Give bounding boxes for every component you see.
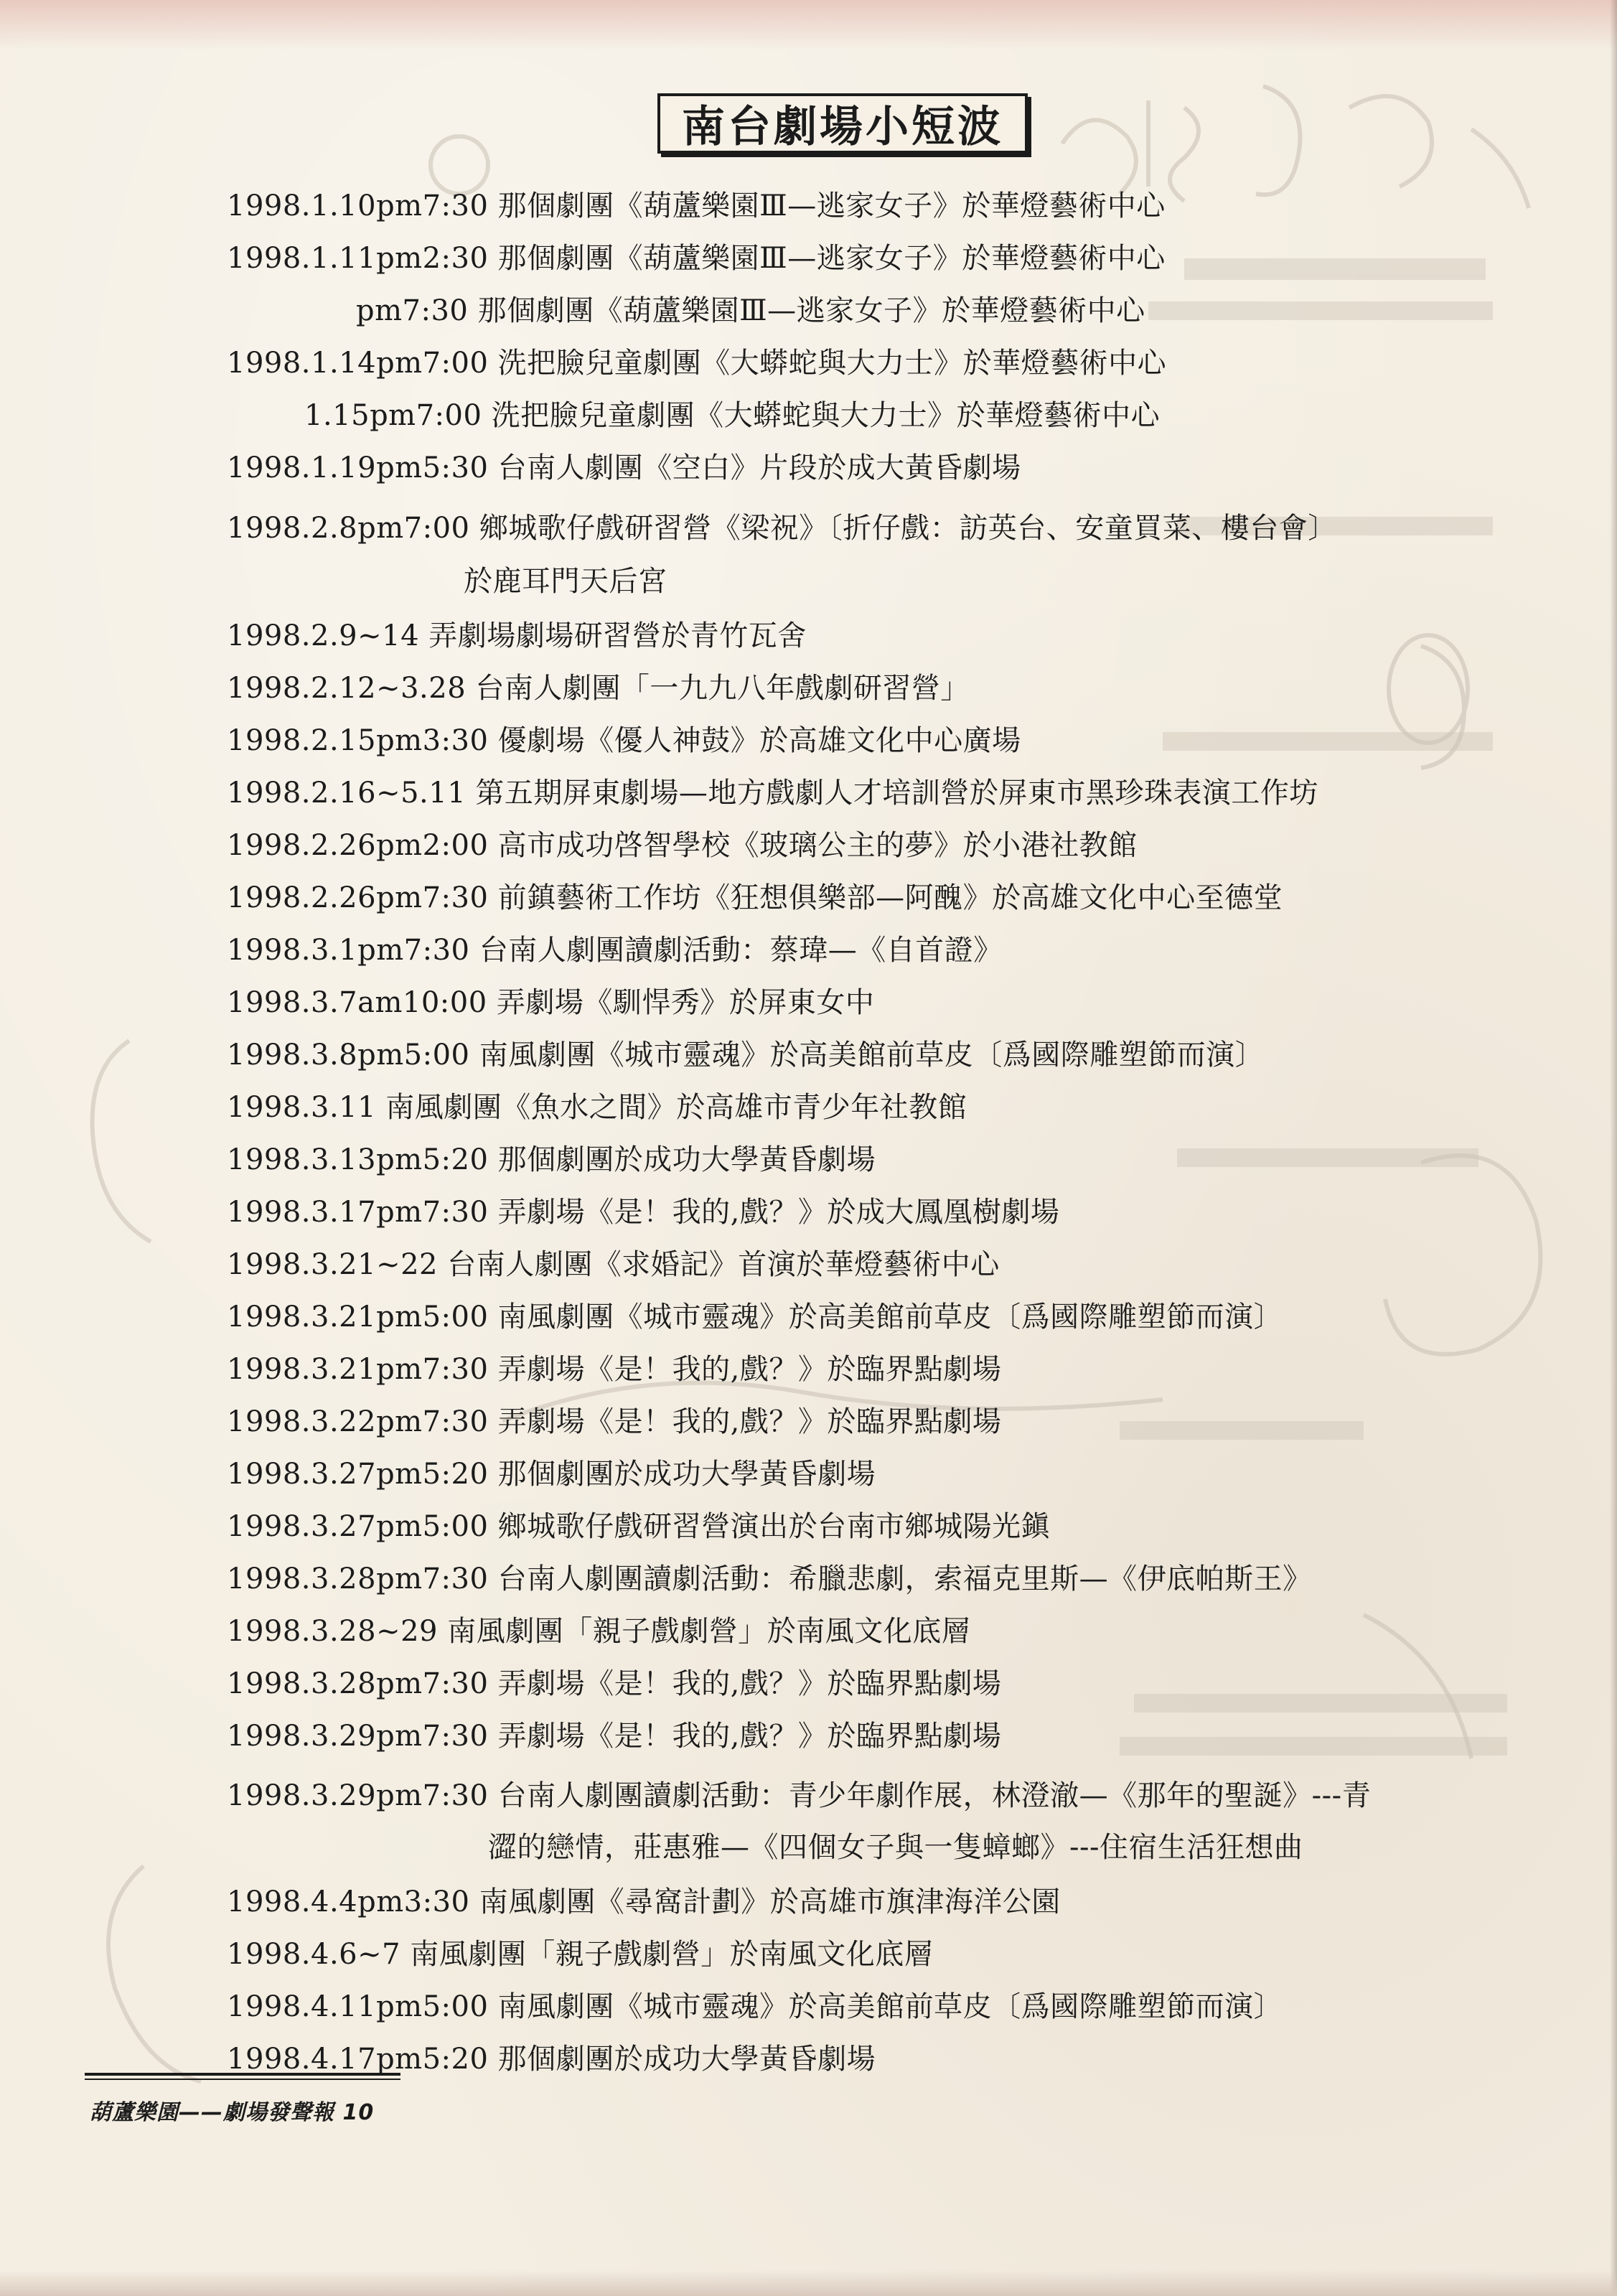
event-entry: 1998.2.9~14 弄劇場劇場研習營於青竹瓦舍	[227, 619, 807, 652]
event-entry: 1998.3.8pm5:00 南風劇團《城市靈魂》於高美館前草皮〔爲國際雕塑節而演〕	[227, 1039, 1265, 1072]
event-entry: 1998.4.6~7 南風劇團「親子戲劇營」於南風文化底層	[227, 1938, 934, 1971]
page-title-box	[657, 93, 1028, 154]
event-entry: 1998.1.10pm7:30 那個劇團《葫蘆樂園Ⅲ—逃家女子》於華燈藝術中心	[227, 189, 1166, 222]
event-entry: 1998.3.7am10:00 弄劇場《馴悍秀》於屏東女中	[227, 986, 875, 1019]
event-entry: 1998.2.8pm7:00 鄉城歌仔戲研習營《梁祝》〔折仔戲：訪英台、安童買菜、樓台會〕	[227, 512, 1337, 545]
event-entry: 1998.2.26pm7:30 前鎮藝術工作坊《狂想俱樂部—阿醜》於高雄文化中心至德堂	[227, 881, 1283, 914]
event-entry: 1998.3.22pm7:30 弄劇場《是！我的,戲？》於臨界點劇場	[227, 1405, 1002, 1438]
event-entry: 1998.2.12~3.28 台南人劇團「一九九八年戲劇研習營」	[227, 672, 970, 705]
event-entry: 1.15pm7:00 洗把臉兒童劇團《大蟒蛇與大力士》於華燈藝術中心	[304, 399, 1161, 432]
event-entry: 1998.3.28pm7:30 台南人劇團讀劇活動：希臘悲劇，索福克里斯—《伊底帕斯王》	[227, 1562, 1312, 1596]
event-entry: 1998.3.21~22 台南人劇團《求婚記》首演於華燈藝術中心	[227, 1248, 1000, 1281]
event-entry: 1998.3.29pm7:30 台南人劇團讀劇活動：青少年劇作展，林澄澈—《那年的聖誕》---青	[227, 1779, 1372, 1812]
event-entry: 1998.1.11pm2:30 那個劇團《葫蘆樂園Ⅲ—逃家女子》於華燈藝術中心	[227, 242, 1166, 275]
event-entry: 1998.3.27pm5:20 那個劇團於成功大學黃昏劇場	[227, 1458, 876, 1491]
event-entry: 1998.4.17pm5:20 那個劇團於成功大學黃昏劇場	[227, 2043, 876, 2076]
event-entry: 1998.3.1pm7:30 台南人劇團讀劇活動：蔡瑋—《自首證》	[227, 934, 1003, 967]
event-entry: 1998.3.11 南風劇團《魚水之間》於高雄市青少年社教館	[227, 1091, 967, 1124]
event-entry: 1998.4.4pm3:30 南風劇團《尋窩計劃》於高雄市旗津海洋公園	[227, 1885, 1061, 1918]
page-footer: 葫蘆樂園——劇場發聲報 10	[90, 2100, 375, 2125]
event-entry: 1998.3.29pm7:30 弄劇場《是！我的,戲？》於臨界點劇場	[227, 1720, 1002, 1753]
page-title: 南台劇場小短波	[682, 102, 1003, 152]
event-entry: 1998.1.19pm5:30 台南人劇團《空白》片段於成大黃昏劇場	[227, 451, 1021, 484]
event-entry-continued: 於鹿耳門天后宮	[464, 565, 667, 598]
event-entry: pm7:30 那個劇團《葫蘆樂園Ⅲ—逃家女子》於華燈藝術中心	[356, 294, 1145, 327]
event-entry: 1998.1.14pm7:00 洗把臉兒童劇團《大蟒蛇與大力士》於華燈藝術中心	[227, 347, 1167, 380]
event-entry: 1998.3.17pm7:30 弄劇場《是！我的,戲？》於成大鳳凰樹劇場	[227, 1196, 1060, 1229]
event-entry: 1998.3.21pm7:30 弄劇場《是！我的,戲？》於臨界點劇場	[227, 1353, 1002, 1386]
event-entry: 1998.2.16~5.11 第五期屏東劇場—地方戲劇人才培訓營於屏東市黑珍珠表演工作坊	[227, 777, 1318, 810]
event-entry: 1998.3.27pm5:00 鄉城歌仔戲研習營演出於台南市鄉城陽光鎭	[227, 1510, 1051, 1543]
event-entry-continued: 澀的戀情，莊惠雅—《四個女子與一隻蟑螂》---住宿生活狂想曲	[488, 1831, 1303, 1864]
event-entry: 1998.3.13pm5:20 那個劇團於成功大學黃昏劇場	[227, 1143, 876, 1176]
event-entry: 1998.3.28pm7:30 弄劇場《是！我的,戲？》於臨界點劇場	[227, 1667, 1002, 1700]
footer-rule	[85, 2073, 400, 2080]
event-entry: 1998.3.21pm5:00 南風劇團《城市靈魂》於高美館前草皮〔爲國際雕塑節而演〕	[227, 1301, 1283, 1334]
event-entry: 1998.2.26pm2:00 高市成功啓智學校《玻璃公主的夢》於小港社教館	[227, 829, 1138, 862]
event-entry: 1998.2.15pm3:30 優劇場《優人神鼓》於高雄文化中心廣場	[227, 724, 1021, 757]
event-entry: 1998.4.11pm5:00 南風劇團《城市靈魂》於高美館前草皮〔爲國際雕塑節而演〕	[227, 1990, 1283, 2023]
event-entry: 1998.3.28~29 南風劇團「親子戲劇營」於南風文化底層	[227, 1615, 971, 1648]
